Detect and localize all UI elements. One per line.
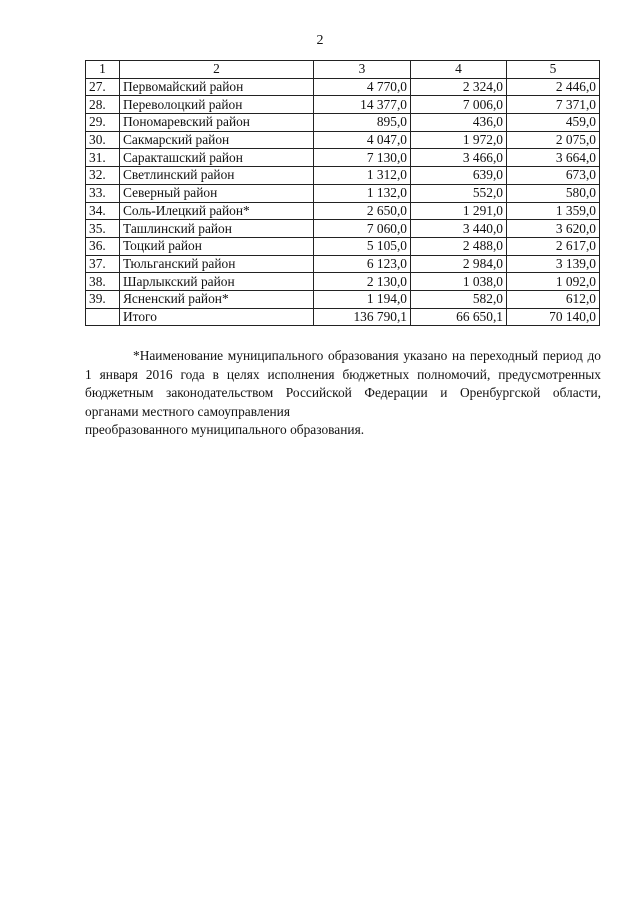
district-name: Шарлыкский район [120, 273, 314, 291]
value-col-4: 3 440,0 [411, 220, 507, 238]
row-number: 28. [86, 96, 120, 114]
table-row [86, 184, 600, 202]
value-col-5: 459,0 [507, 114, 600, 132]
row-number: 36. [86, 237, 120, 255]
value-col-5: 580,0 [507, 184, 600, 202]
row-number: 34. [86, 202, 120, 220]
value-col-5: 2 617,0 [507, 237, 600, 255]
table-row [86, 131, 600, 149]
value-col-3: 1 312,0 [314, 167, 411, 185]
table-header [86, 61, 600, 79]
district-name: Соль-Илецкий район* [120, 202, 314, 220]
value-col-5: 3 664,0 [507, 149, 600, 167]
value-col-5: 3 620,0 [507, 220, 600, 238]
value-col-4: 639,0 [411, 167, 507, 185]
district-name: Северный район [120, 184, 314, 202]
value-col-4: 582,0 [411, 290, 507, 308]
row-number: 33. [86, 184, 120, 202]
district-name: Саракташский район [120, 149, 314, 167]
table-body [86, 78, 600, 308]
value-col-4: 2 324,0 [411, 78, 507, 96]
value-col-3: 7 130,0 [314, 149, 411, 167]
row-number: 30. [86, 131, 120, 149]
value-col-5: 1 092,0 [507, 273, 600, 291]
value-col-5: 673,0 [507, 167, 600, 185]
table-footer [86, 308, 600, 326]
value-col-3: 7 060,0 [314, 220, 411, 238]
total-col-5: 70 140,0 [507, 308, 600, 326]
value-col-5: 3 139,0 [507, 255, 600, 273]
district-name: Ташлинский район [120, 220, 314, 238]
value-col-3: 14 377,0 [314, 96, 411, 114]
footnote [85, 347, 601, 440]
value-col-5: 2 446,0 [507, 78, 600, 96]
table-row [86, 255, 600, 273]
table-row [86, 220, 600, 238]
table-row [86, 78, 600, 96]
value-col-3: 5 105,0 [314, 237, 411, 255]
value-col-3: 6 123,0 [314, 255, 411, 273]
value-col-3: 895,0 [314, 114, 411, 132]
district-name: Светлинский район [120, 167, 314, 185]
value-col-4: 7 006,0 [411, 96, 507, 114]
row-number: 27. [86, 78, 120, 96]
value-col-4: 552,0 [411, 184, 507, 202]
total-row [86, 308, 600, 326]
district-name: Тоцкий район [120, 237, 314, 255]
district-name: Тюльганский район [120, 255, 314, 273]
row-number: 32. [86, 167, 120, 185]
district-name: Первомайский район [120, 78, 314, 96]
district-name: Ясненский район* [120, 290, 314, 308]
value-col-5: 7 371,0 [507, 96, 600, 114]
total-col-4: 66 650,1 [411, 308, 507, 326]
value-col-3: 4 770,0 [314, 78, 411, 96]
table-row [86, 96, 600, 114]
value-col-4: 2 488,0 [411, 237, 507, 255]
row-number: 31. [86, 149, 120, 167]
header-col-3: 3 [314, 61, 411, 79]
table-row [86, 202, 600, 220]
total-num-cell [86, 308, 120, 326]
header-col-5: 5 [507, 61, 600, 79]
row-number: 29. [86, 114, 120, 132]
row-number: 37. [86, 255, 120, 273]
footnote-paragraph-end: преобразованного муниципального образования. [85, 422, 365, 437]
value-col-4: 3 466,0 [411, 149, 507, 167]
value-col-4: 436,0 [411, 114, 507, 132]
value-col-5: 612,0 [507, 290, 600, 308]
row-number: 39. [86, 290, 120, 308]
total-label: Итого [120, 308, 314, 326]
value-col-5: 1 359,0 [507, 202, 600, 220]
value-col-3: 4 047,0 [314, 131, 411, 149]
row-number: 38. [86, 273, 120, 291]
table-row [86, 237, 600, 255]
page-number: 2 [316, 33, 324, 48]
table-row [86, 273, 600, 291]
value-col-5: 2 075,0 [507, 131, 600, 149]
value-col-4: 1 972,0 [411, 131, 507, 149]
district-name: Переволоцкий район [120, 96, 314, 114]
district-name: Пономаревский район [120, 114, 314, 132]
table-row [86, 149, 600, 167]
budget-allocation-table [85, 60, 600, 326]
header-col-1: 1 [86, 61, 120, 79]
table-row [86, 290, 600, 308]
value-col-3: 2 650,0 [314, 202, 411, 220]
value-col-3: 1 194,0 [314, 290, 411, 308]
total-col-3: 136 790,1 [314, 308, 411, 326]
district-name: Сакмарский район [120, 131, 314, 149]
value-col-3: 1 132,0 [314, 184, 411, 202]
value-col-4: 2 984,0 [411, 255, 507, 273]
value-col-4: 1 038,0 [411, 273, 507, 291]
table-row [86, 167, 600, 185]
header-col-4: 4 [411, 61, 507, 79]
header-col-2: 2 [120, 61, 314, 79]
value-col-4: 1 291,0 [411, 202, 507, 220]
footnote-paragraph: *Наименование муниципального образования указано на переходный период до 1 января 2016 года в целях исполнения бюджетных полномочий, предусмотренных бюджетным законодательством Российской Федерации и Оренбургской области, органами местного самоуправления [85, 348, 601, 419]
row-number: 35. [86, 220, 120, 238]
value-col-3: 2 130,0 [314, 273, 411, 291]
header-row [86, 61, 600, 79]
table-row [86, 114, 600, 132]
